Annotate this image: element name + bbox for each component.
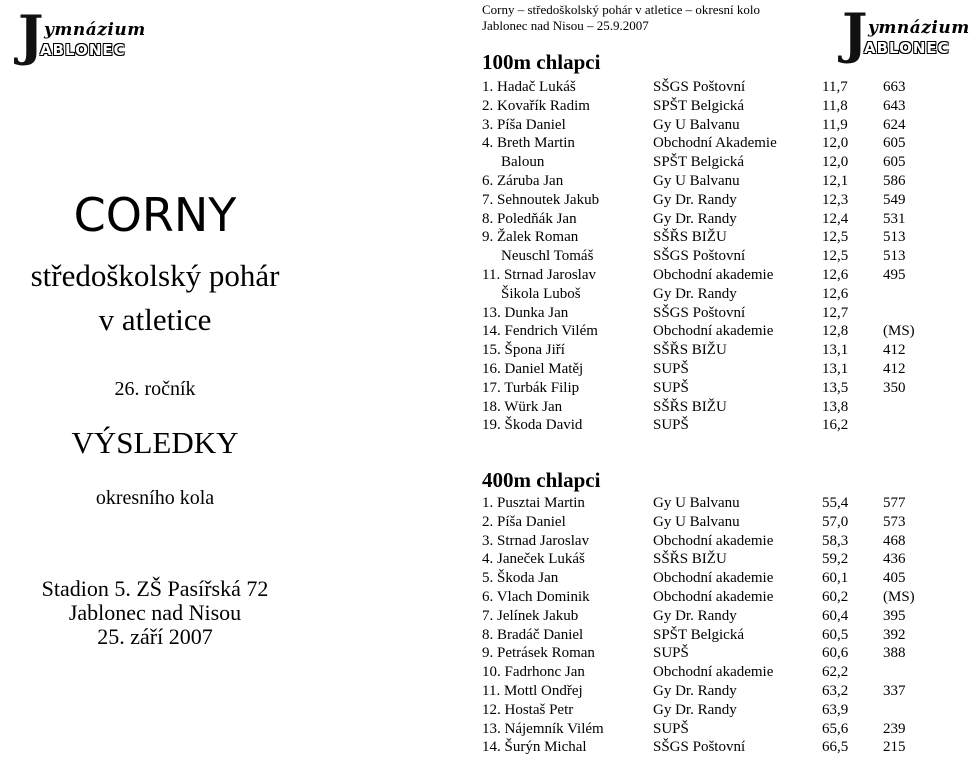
athlete-name: 18. Würk Jan xyxy=(482,398,563,415)
round-label: okresního kola xyxy=(95,487,215,509)
result-points: 573 xyxy=(883,513,906,530)
venue-line2: Jablonec nad Nisou xyxy=(68,600,242,625)
athlete-name: 17. Turbák Filip xyxy=(482,379,580,396)
school-name: SŠGS Poštovní xyxy=(653,739,746,756)
result-points: 624 xyxy=(883,116,906,133)
result-time: 12,0 xyxy=(822,135,849,152)
event-subtitle-line1: středoškolský pohár xyxy=(30,258,280,293)
athlete-name: Šikola Luboš xyxy=(501,285,581,302)
athlete-name: Neuschl Tomáš xyxy=(501,248,594,265)
result-time: 62,2 xyxy=(822,664,849,681)
athlete-name: 3. Strnad Jaroslav xyxy=(482,532,590,549)
school-logo-right xyxy=(842,1,970,66)
school-name: Gy U Balvanu xyxy=(653,495,740,511)
result-time: 12,6 xyxy=(822,285,849,302)
school-name: Obchodní akademie xyxy=(653,664,774,681)
result-time: 12,0 xyxy=(822,154,849,171)
result-points: 577 xyxy=(883,495,906,511)
school-name: Gy Dr. Randy xyxy=(653,607,737,624)
school-name: Gy Dr. Randy xyxy=(653,191,737,208)
school-name: Obchodní akademie xyxy=(653,323,774,340)
school-name: SŠŘS BIŽU xyxy=(653,229,727,246)
athlete-name: 11. Strnad Jaroslav xyxy=(482,267,597,283)
athlete-name: 2. Píša Daniel xyxy=(482,513,566,530)
athlete-name: 14. Šurýn Michal xyxy=(482,739,587,756)
header-line2: Jablonec nad Nisou – 25.9.2007 xyxy=(482,18,649,33)
athlete-name: 1. Hadač Lukáš xyxy=(482,79,576,95)
athlete-name: 7. Jelínek Jakub xyxy=(482,607,579,624)
athlete-name: 12. Hostaš Petr xyxy=(482,701,574,718)
event-title: CORNY xyxy=(73,188,237,242)
school-name: SŠŘS BIŽU xyxy=(653,551,727,568)
athlete-name: 7. Sehnoutek Jakub xyxy=(482,191,600,208)
school-name: SUPŠ xyxy=(653,379,689,396)
school-name: Obchodní akademie xyxy=(653,532,774,549)
athlete-name: 11. Mottl Ondřej xyxy=(482,683,583,699)
venue-block xyxy=(0,577,310,649)
logo-word-jablonec: ABLONEC xyxy=(40,41,126,59)
result-time: 60,4 xyxy=(822,607,849,624)
school-name: Obchodní akademie xyxy=(653,589,774,605)
result-points: 531 xyxy=(883,210,906,227)
result-time: 11,7 xyxy=(822,79,848,95)
result-time: 58,3 xyxy=(822,532,849,549)
logo-initial: J xyxy=(842,1,868,65)
result-points: 388 xyxy=(883,645,906,662)
result-time: 63,2 xyxy=(822,683,849,699)
school-name: Gy Dr. Randy xyxy=(653,285,737,302)
school-name: Obchodní Akademie xyxy=(653,135,777,152)
athlete-name: 5. Škoda Jan xyxy=(482,570,559,587)
school-name: Obchodní akademie xyxy=(653,570,774,587)
school-name: SPŠT Belgická xyxy=(653,97,744,114)
logo-word-jablonec: ABLONEC xyxy=(864,39,950,57)
school-name: Gy U Balvanu xyxy=(653,116,740,133)
school-name: SPŠT Belgická xyxy=(653,626,744,643)
result-time: 12,7 xyxy=(822,304,849,321)
result-points: 549 xyxy=(883,191,906,208)
result-time: 57,0 xyxy=(822,513,849,530)
result-time: 12,5 xyxy=(822,229,849,246)
result-points: 586 xyxy=(883,173,906,189)
school-logo-left xyxy=(18,3,146,68)
school-name: Gy U Balvanu xyxy=(653,173,740,189)
school-name: SŠŘS BIŽU xyxy=(653,342,727,359)
school-name: SUPŠ xyxy=(653,361,689,377)
result-points: 643 xyxy=(883,97,906,114)
result-time: 59,2 xyxy=(822,551,849,568)
athlete-name: 16. Daniel Matěj xyxy=(482,361,584,377)
page-header xyxy=(482,2,760,34)
result-time: 60,1 xyxy=(822,570,849,587)
result-time: 63,9 xyxy=(822,701,849,718)
athlete-name: 2. Kovařík Radim xyxy=(482,97,590,114)
athlete-name: 8. Bradáč Daniel xyxy=(482,626,584,643)
result-time: 60,5 xyxy=(822,626,849,643)
result-points: 495 xyxy=(883,267,906,283)
section-title: 400m chlapci xyxy=(482,468,601,492)
result-points: 513 xyxy=(883,229,906,246)
result-time: 12,8 xyxy=(822,323,849,340)
school-name: SŠŘS BIŽU xyxy=(653,398,727,415)
result-points: 412 xyxy=(883,342,906,359)
school-name: Gy U Balvanu xyxy=(653,513,740,530)
result-points: (MS) xyxy=(883,323,915,340)
result-points: 395 xyxy=(883,607,906,624)
school-name: SPŠT Belgická xyxy=(653,154,744,171)
result-time: 55,4 xyxy=(822,495,849,511)
result-points: 392 xyxy=(883,626,906,643)
result-points: 350 xyxy=(883,379,906,396)
athlete-name: 13. Dunka Jan xyxy=(482,304,569,321)
result-time: 12,5 xyxy=(822,248,849,265)
event-subtitle-line2: v atletice xyxy=(98,302,212,337)
result-time: 12,1 xyxy=(822,173,849,189)
result-points: 436 xyxy=(883,551,906,568)
school-name: SUPŠ xyxy=(653,417,689,434)
school-name: Obchodní akademie xyxy=(653,267,774,283)
result-points: 605 xyxy=(883,154,906,171)
school-name: Gy Dr. Randy xyxy=(653,210,737,227)
athlete-name: 15. Špona Jiří xyxy=(482,342,565,359)
edition: 26. ročník xyxy=(114,378,196,400)
athlete-name: 8. Poledňák Jan xyxy=(482,210,577,227)
result-time: 12,6 xyxy=(822,267,849,283)
logo-initial: J xyxy=(18,3,44,67)
result-time: 13,1 xyxy=(822,342,849,359)
result-points: 405 xyxy=(883,570,906,587)
result-time: 13,1 xyxy=(822,361,849,377)
result-time: 66,5 xyxy=(822,739,849,756)
header-line1: Corny – středoškolský pohár v atletice – okresní kolo xyxy=(482,2,761,17)
venue-date: 25. září 2007 xyxy=(97,624,213,649)
result-points: 663 xyxy=(883,79,906,95)
result-time: 60,2 xyxy=(822,589,849,605)
result-points: 337 xyxy=(883,683,906,699)
venue-line1: Stadion 5. ZŠ Pasířská 72 xyxy=(41,576,269,601)
logo-word-gymnazium: ymnázium xyxy=(868,18,970,38)
section-title: 100m chlapci xyxy=(482,50,601,74)
result-time: 13,5 xyxy=(822,379,849,396)
school-name: SUPŠ xyxy=(653,645,689,662)
school-name: Gy Dr. Randy xyxy=(653,701,737,718)
athlete-name: 10. Fadrhonc Jan xyxy=(482,664,585,681)
athlete-name: 13. Nájemník Vilém xyxy=(482,720,604,737)
athlete-name: 6. Záruba Jan xyxy=(482,173,564,189)
athlete-name: 4. Janeček Lukáš xyxy=(482,551,585,568)
result-time: 16,2 xyxy=(822,417,849,434)
result-points: 513 xyxy=(883,248,906,265)
result-time: 11,9 xyxy=(822,116,848,133)
athlete-name: 3. Píša Daniel xyxy=(482,116,566,133)
result-points: 239 xyxy=(883,720,906,737)
athlete-name: 14. Fendrich Vilém xyxy=(482,323,598,340)
school-name: SŠGS Poštovní xyxy=(653,248,746,265)
athlete-name: 9. Petrásek Roman xyxy=(482,645,595,662)
athlete-name: 1. Pusztai Martin xyxy=(482,495,585,511)
result-time: 60,6 xyxy=(822,645,849,662)
result-points: 605 xyxy=(883,135,906,152)
school-name: SUPŠ xyxy=(653,720,689,737)
result-points: 215 xyxy=(883,739,906,756)
result-time: 11,8 xyxy=(822,97,848,114)
result-time: 12,4 xyxy=(822,210,849,227)
result-time: 65,6 xyxy=(822,720,849,737)
results-heading: VÝSLEDKY xyxy=(71,425,239,460)
athlete-name: 9. Žalek Roman xyxy=(482,229,579,246)
school-name: SŠGS Poštovní xyxy=(653,304,746,321)
result-time: 12,3 xyxy=(822,191,849,208)
athlete-name: Baloun xyxy=(501,154,545,171)
school-name: SŠGS Poštovní xyxy=(653,79,746,95)
athlete-name: 4. Breth Martin xyxy=(482,135,575,152)
result-time: 13,8 xyxy=(822,398,849,415)
athlete-name: 19. Škoda David xyxy=(482,417,583,434)
result-points: 468 xyxy=(883,532,906,549)
school-name: Gy Dr. Randy xyxy=(653,683,737,699)
athlete-name: 6. Vlach Dominik xyxy=(482,589,590,605)
logo-word-gymnazium: ymnázium xyxy=(44,20,146,40)
result-points: (MS) xyxy=(883,589,915,605)
result-points: 412 xyxy=(883,361,906,377)
